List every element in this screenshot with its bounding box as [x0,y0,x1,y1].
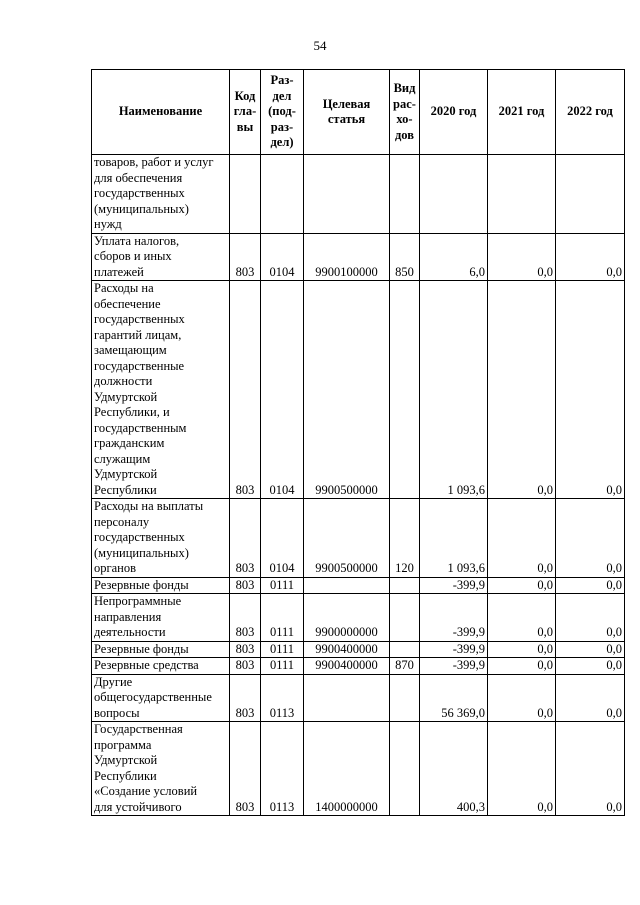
cell-article: 9900500000 [304,281,390,499]
cell-name: Другие общегосударственные вопросы [92,674,230,722]
cell-kind: 120 [390,499,420,578]
cell-kind [390,281,420,499]
header-section: Раз- дел (под- раз- дел) [261,70,304,155]
cell-2022: 0,0 [556,722,625,816]
cell-code: 803 [230,233,261,281]
page-number: 54 [313,38,327,53]
cell-2022: 0,0 [556,499,625,578]
cell-2022: 0,0 [556,658,625,675]
cell-2020: -399,9 [420,594,488,642]
header-row [92,70,625,155]
cell-article: 9900500000 [304,499,390,578]
cell-kind: 870 [390,658,420,675]
cell-name: Расходы на обеспечение государственных гарантий лицам, замещающим государственные должности Удмуртской Республики, и государственным гражданским служащим Удмуртской Республики [92,281,230,499]
table-row [92,281,625,499]
table-row [92,499,625,578]
cell-kind [390,674,420,722]
cell-name: Уплата налогов, сборов и иных платежей [92,233,230,281]
table-row [92,722,625,816]
header-kind: Вид рас- хо- дов [390,70,420,155]
cell-2021: 0,0 [488,722,556,816]
cell-2021: 0,0 [488,233,556,281]
cell-kind [390,722,420,816]
cell-section: 0104 [261,233,304,281]
header-2021: 2021 год [488,70,556,155]
cell-article: 9900400000 [304,658,390,675]
cell-code: 803 [230,577,261,594]
cell-2020: 1 093,6 [420,281,488,499]
table-row [92,577,625,594]
header-2020: 2020 год [420,70,488,155]
cell-section: 0104 [261,281,304,499]
cell-section: 0113 [261,722,304,816]
cell-name: товаров, работ и услуг для обеспечения государственных (муниципальных) нужд [92,155,230,234]
cell-article [304,155,390,234]
cell-section: 0104 [261,499,304,578]
cell-2022: 0,0 [556,674,625,722]
table-body [92,155,625,816]
cell-article: 9900100000 [304,233,390,281]
cell-article: 9900400000 [304,641,390,658]
cell-2021 [488,155,556,234]
cell-2021: 0,0 [488,577,556,594]
cell-name: Резервные фонды [92,577,230,594]
cell-2022: 0,0 [556,577,625,594]
cell-2021: 0,0 [488,658,556,675]
cell-code: 803 [230,658,261,675]
cell-2020: -399,9 [420,641,488,658]
cell-section [261,155,304,234]
table-header [92,70,625,155]
table-row [92,594,625,642]
table-row [92,641,625,658]
cell-2020: -399,9 [420,577,488,594]
cell-section: 0111 [261,658,304,675]
cell-2022: 0,0 [556,594,625,642]
cell-article [304,674,390,722]
budget-table [91,69,625,816]
cell-name: Государственная программа Удмуртской Республики «Создание условий для устойчивого [92,722,230,816]
cell-kind [390,155,420,234]
cell-2020: 56 369,0 [420,674,488,722]
cell-2022 [556,155,625,234]
cell-name: Резервные фонды [92,641,230,658]
cell-article: 1400000000 [304,722,390,816]
cell-code: 803 [230,722,261,816]
cell-2022: 0,0 [556,641,625,658]
cell-2021: 0,0 [488,641,556,658]
cell-2020 [420,155,488,234]
cell-code: 803 [230,499,261,578]
cell-2022: 0,0 [556,233,625,281]
table-row [92,674,625,722]
table-row [92,233,625,281]
cell-name: Резервные средства [92,658,230,675]
table-row [92,155,625,234]
cell-2020: 400,3 [420,722,488,816]
cell-2020: -399,9 [420,658,488,675]
cell-2021: 0,0 [488,674,556,722]
table-row [92,658,625,675]
cell-2020: 1 093,6 [420,499,488,578]
cell-code: 803 [230,281,261,499]
cell-section: 0111 [261,577,304,594]
cell-name: Расходы на выплаты персоналу государственных (муниципальных) органов [92,499,230,578]
header-code: Код гла- вы [230,70,261,155]
cell-2020: 6,0 [420,233,488,281]
cell-name: Непрограммные направления деятельности [92,594,230,642]
header-name: Наименование [92,70,230,155]
cell-kind [390,594,420,642]
cell-section: 0113 [261,674,304,722]
cell-article: 9900000000 [304,594,390,642]
cell-kind [390,577,420,594]
cell-code: 803 [230,641,261,658]
cell-code [230,155,261,234]
cell-section: 0111 [261,641,304,658]
cell-2021: 0,0 [488,499,556,578]
header-2022: 2022 год [556,70,625,155]
cell-section: 0111 [261,594,304,642]
cell-kind [390,641,420,658]
cell-2021: 0,0 [488,281,556,499]
header-article: Целевая статья [304,70,390,155]
cell-kind: 850 [390,233,420,281]
cell-2022: 0,0 [556,281,625,499]
cell-2021: 0,0 [488,594,556,642]
cell-article [304,577,390,594]
cell-code: 803 [230,594,261,642]
cell-code: 803 [230,674,261,722]
